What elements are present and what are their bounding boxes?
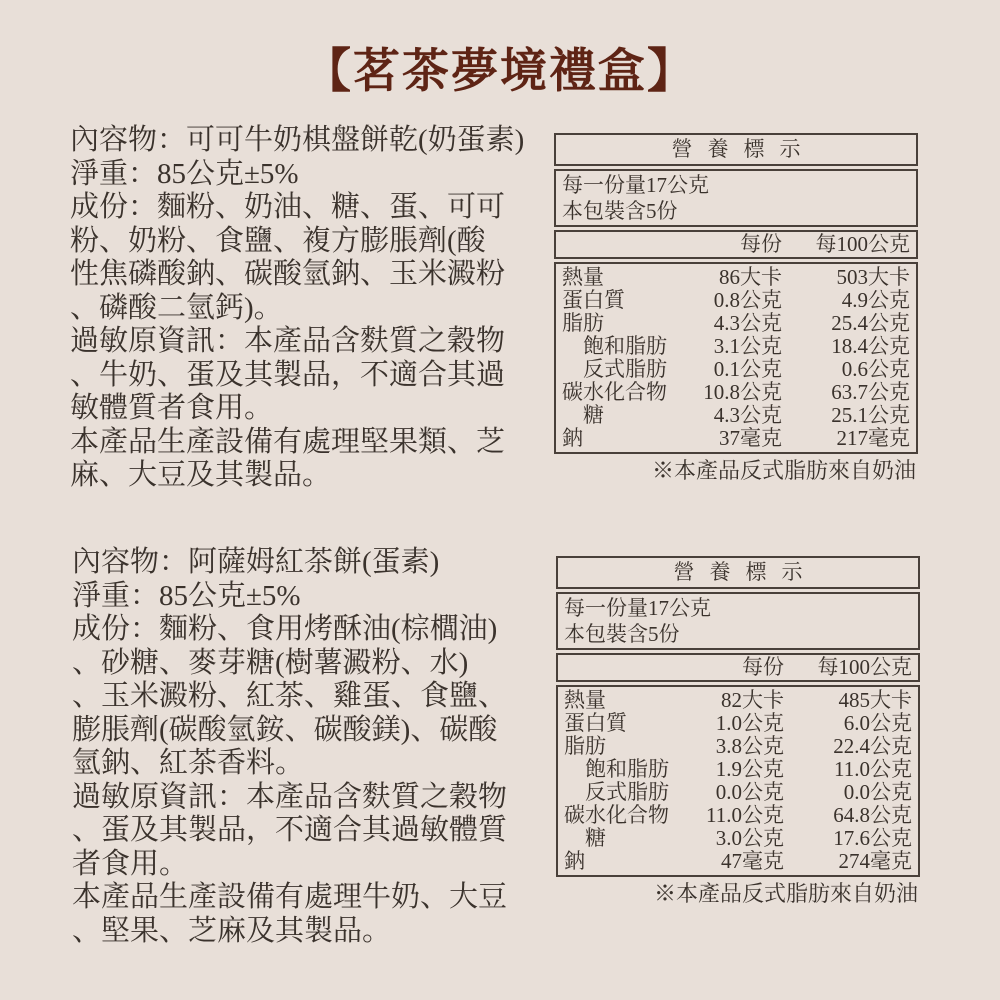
nutrition-row-saturated-fat: 飽和脂肪 1.9公克 11.0公克 <box>564 757 912 781</box>
product-1-facility-line: 本產品生產設備有處理堅果類、芝 <box>70 425 506 458</box>
nutrition-table-1-title: 營養標示 <box>554 133 918 166</box>
product-2-ingredients-line: 氫鈉、紅茶香料。 <box>72 747 305 779</box>
page-title: 【茗茶夢境禮盒】 <box>304 46 696 98</box>
nutrition-row-trans-fat: 反式脂肪 0.1公克 0.6公克 <box>562 357 910 381</box>
servings-per-package-text: 本包裝含5份 <box>562 199 678 223</box>
nutrition-row-calories: 熱量 82大卡 485大卡 <box>564 688 912 712</box>
nutrition-row-sodium: 鈉 47毫克 274毫克 <box>564 849 912 873</box>
product-2-contents-line: 內容物：阿薩姆紅茶餅(蛋素) <box>72 546 440 578</box>
product-2-ingredients-line: 成份：麵粉、食用烤酥油(棕櫚油) <box>72 613 498 645</box>
servings-per-package-text: 本包裝含5份 <box>564 622 680 646</box>
serving-size-text: 每一份量17公克 <box>562 173 709 197</box>
per-100g-header: 每100公克 <box>815 232 910 256</box>
nutrition-row-fat: 脂肪 3.8公克 22.4公克 <box>564 734 912 758</box>
empty-header-cell <box>564 655 692 680</box>
nutrition-row-carbohydrate: 碳水化合物 10.8公克 63.7公克 <box>562 380 910 404</box>
nutrition-row-sugar: 糖 3.0公克 17.6公克 <box>564 826 912 850</box>
per-serving-header: 每份 <box>742 655 784 679</box>
nutrition-row-protein: 蛋白質 0.8公克 4.9公克 <box>562 288 910 312</box>
product-2-net-weight-line: 淨重：85公克±5% <box>72 579 301 612</box>
product-2-allergen-line: 、蛋及其製品，不適合其過敏體質 <box>72 814 508 846</box>
product-2-ingredients-line: 膨脹劑(碳酸氫銨、碳酸鎂)、碳酸 <box>72 713 498 746</box>
per-serving-header: 每份 <box>740 232 782 256</box>
nutrition-row-trans-fat: 反式脂肪 0.0公克 0.0公克 <box>564 780 912 804</box>
product-1-ingredients-line: 、磷酸二氫鈣)。 <box>70 291 283 324</box>
nutrition-table-2-serving-info <box>556 592 920 650</box>
serving-size-text: 每一份量17公克 <box>564 596 711 620</box>
nutrition-table-1-rows <box>554 262 918 454</box>
trans-fat-source-note: ※本產品反式脂肪來自奶油 <box>651 458 916 483</box>
product-1-ingredients-line: 粉、奶粉、食鹽、複方膨脹劑(酸 <box>70 224 486 257</box>
product-1-ingredients-line: 成份：麵粉、奶油、糖、蛋、可可 <box>70 191 506 223</box>
product-1-info-text <box>70 124 558 493</box>
product-2-ingredients-line: 、砂糖、麥芽糖(樹薯澱粉、水) <box>72 646 469 679</box>
product-1-allergen-line: 過敏原資訊：本產品含麩質之穀物 <box>70 325 506 357</box>
product-1-allergen-line: 、牛奶、蛋及其製品，不適合其過 <box>70 358 506 391</box>
per-100g-header: 每100公克 <box>817 655 912 679</box>
nutrition-row-protein: 蛋白質 1.0公克 6.0公克 <box>564 711 912 735</box>
nutrition-table-1-serving-info <box>554 169 918 227</box>
product-2-ingredients-line: 、玉米澱粉、紅茶、雞蛋、食鹽、 <box>72 680 508 712</box>
product-1-facility-line: 麻、大豆及其製品。 <box>70 459 332 491</box>
product-1-ingredients-line: 性焦磷酸鈉、碳酸氫鈉、玉米澱粉 <box>70 258 506 290</box>
product-2-facility-line: 本產品生產設備有處理牛奶、大豆 <box>72 881 508 913</box>
nutrition-table-1 <box>554 133 918 484</box>
product-2-allergen-line: 過敏原資訊：本產品含麩質之穀物 <box>72 780 508 813</box>
nutrition-table-2 <box>556 556 920 907</box>
product-1-net-weight-line: 淨重：85公克±5% <box>70 157 299 190</box>
product-1-contents-line: 內容物：可可牛奶棋盤餅乾(奶蛋素) <box>70 124 525 156</box>
nutrition-row-fat: 脂肪 4.3公克 25.4公克 <box>562 311 910 335</box>
nutrition-row-sugar: 糖 4.3公克 25.1公克 <box>562 403 910 427</box>
product-2-allergen-line: 者食用。 <box>72 847 189 880</box>
nutrition-table-1-column-headers <box>554 230 918 259</box>
product-2-info-text <box>72 546 560 948</box>
nutrition-table-2-column-headers <box>556 653 920 682</box>
product-2-facility-line: 、堅果、芝麻及其製品。 <box>72 914 392 947</box>
nutrition-row-saturated-fat: 飽和脂肪 3.1公克 18.4公克 <box>562 334 910 358</box>
nutrition-table-2-rows <box>556 685 920 877</box>
nutrition-row-calories: 熱量 86大卡 503大卡 <box>562 265 910 289</box>
nutrition-table-2-title: 營養標示 <box>556 556 920 589</box>
nutrition-row-carbohydrate: 碳水化合物 11.0公克 64.8公克 <box>564 803 912 827</box>
trans-fat-source-note: ※本產品反式脂肪來自奶油 <box>653 881 918 906</box>
empty-header-cell <box>562 232 690 257</box>
product-1-allergen-line: 敏體質者食用。 <box>70 392 274 424</box>
nutrition-row-sodium: 鈉 37毫克 217毫克 <box>562 426 910 450</box>
